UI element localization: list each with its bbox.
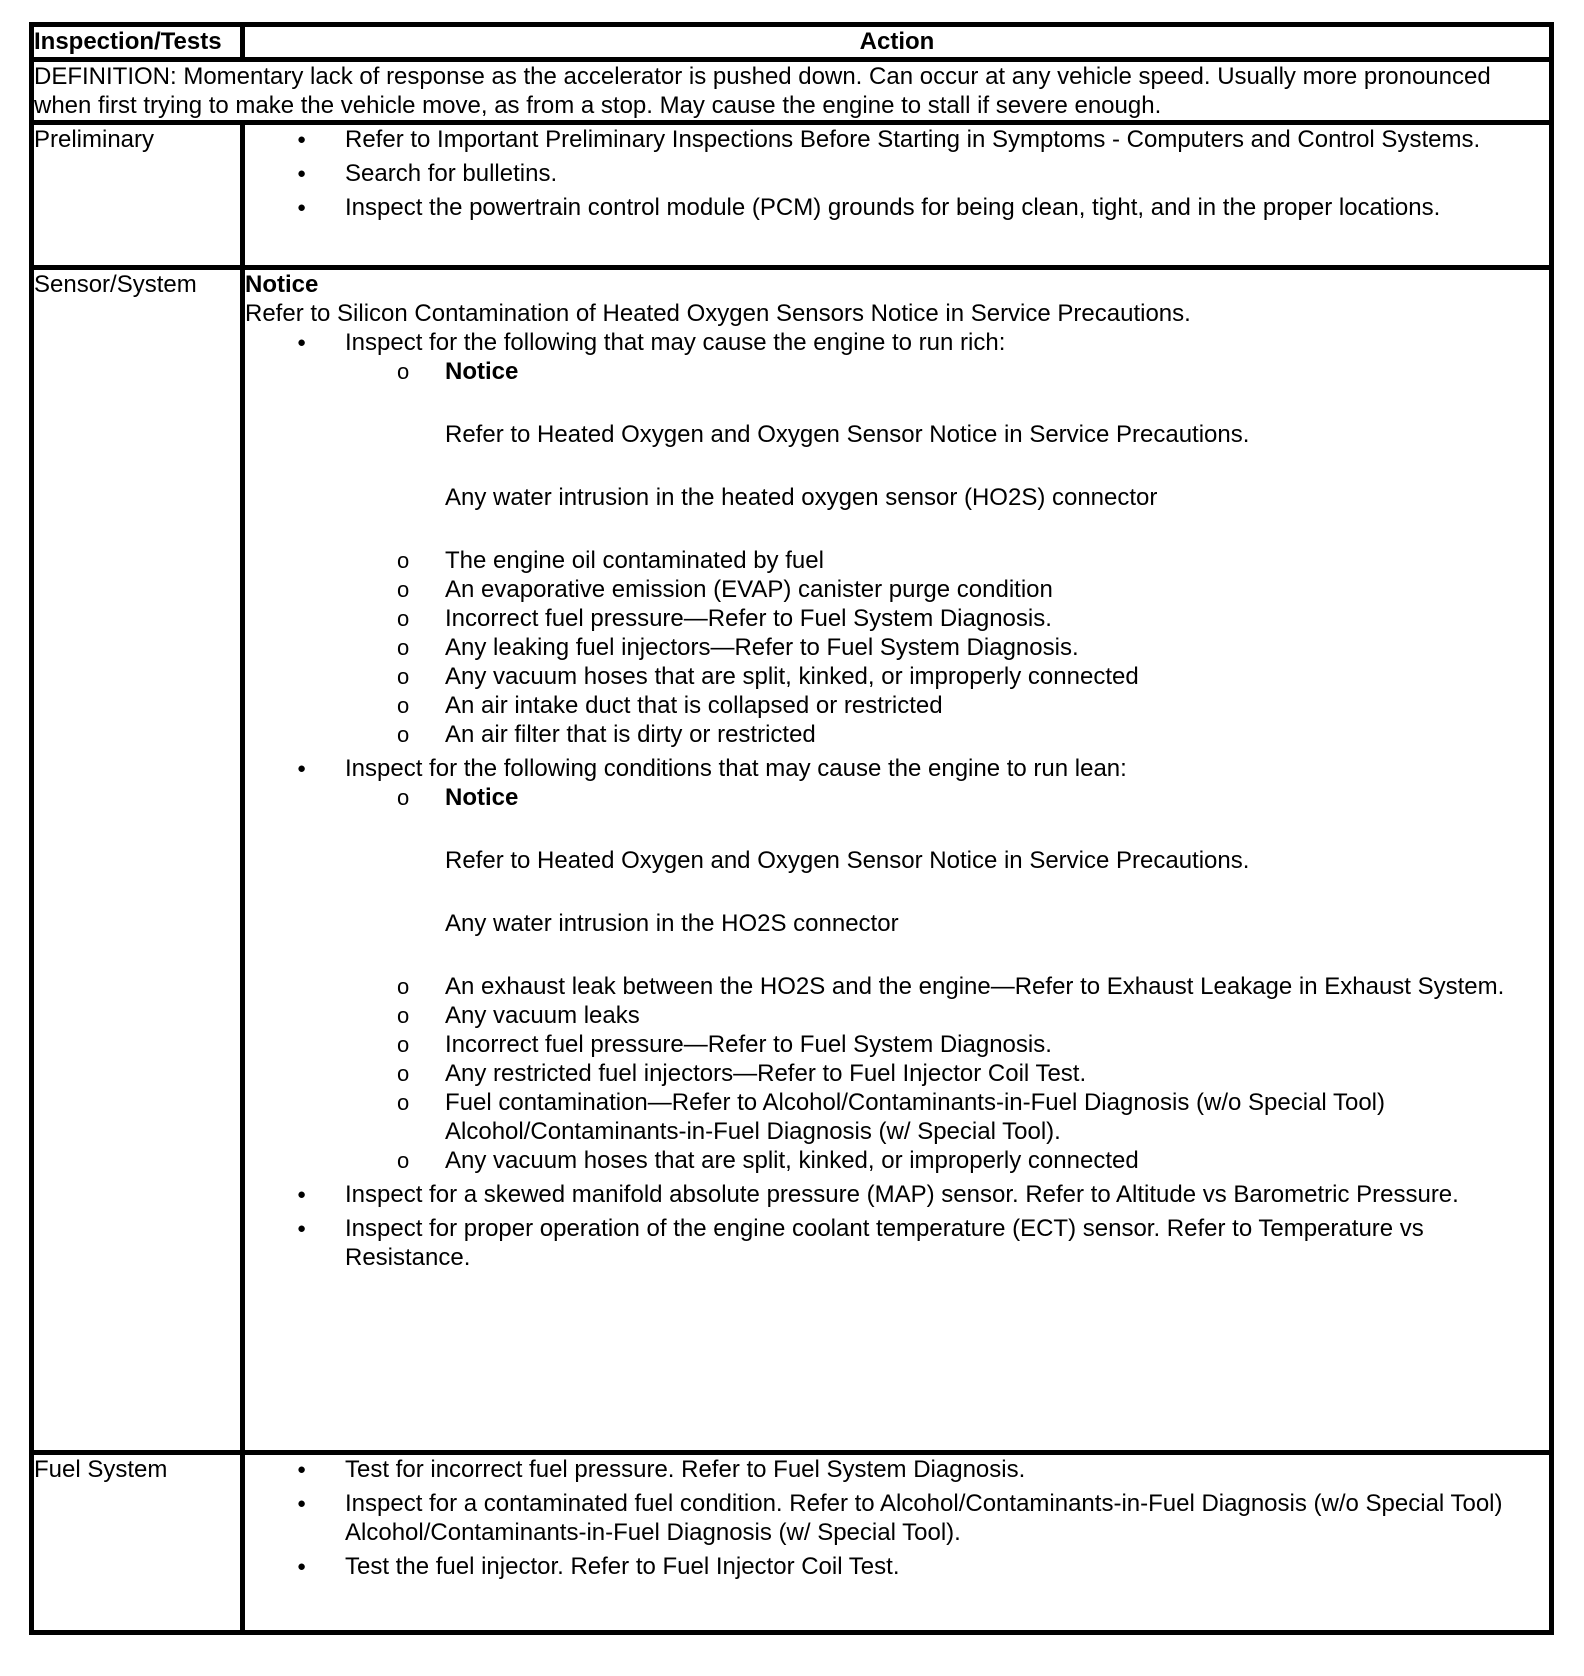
inspection-table <box>29 22 1554 1635</box>
sensor-system-label: Sensor/System <box>32 268 243 1453</box>
sublist-item: o An exhaust leak between the HO2S and the engine—Refer to Exhaust Leakage in Exhaust System. <box>245 972 1549 1001</box>
lean-intro: Inspect for the following conditions that may cause the engine to run lean: <box>345 755 1127 782</box>
header-row <box>32 25 1552 60</box>
list-item: ● Refer to Important Preliminary Inspections Before Starting in Symptoms - Computers and Control Systems. <box>245 125 1549 154</box>
sensor-system-row <box>32 268 1552 1453</box>
sublist-item: o An air intake duct that is collapsed or restricted <box>245 691 1549 720</box>
list-item: ● Inspect the powertrain control module (PCM) grounds for being clean, tight, and in the proper locations. <box>245 193 1549 222</box>
list-item: ● Inspect for a skewed manifold absolute pressure (MAP) sensor. Refer to Altitude vs Barometric Pressure. <box>245 1180 1549 1209</box>
list-item: ● Inspect for proper operation of the engine coolant temperature (ECT) sensor. Refer to Temperature vs Resistance. <box>245 1214 1549 1272</box>
list-item-rich <box>245 328 1549 749</box>
sensor-system-list <box>245 328 1549 1272</box>
rich-intro: Inspect for the following that may cause the engine to run rich: <box>345 329 1006 356</box>
sublist-item: o Any vacuum hoses that are split, kinked, or improperly connected <box>245 662 1549 691</box>
sublist-item-text: Any water intrusion in the heated oxygen sensor (HO2S) connector <box>445 484 1158 511</box>
notice-heading: o Notice <box>445 358 519 385</box>
lean-sublist <box>345 783 1549 1175</box>
sublist-item: o Any vacuum leaks <box>245 1001 1549 1030</box>
sensor-system-actions <box>243 268 1552 1453</box>
notice-text: Refer to Silicon Contamination of Heated Oxygen Sensors Notice in Service Precautions. <box>245 300 1191 327</box>
sublist-item: o Any vacuum hoses that are split, kinked, or improperly connected <box>245 1146 1549 1175</box>
header-action: Action <box>243 25 1552 60</box>
preliminary-list <box>245 125 1549 222</box>
preliminary-row <box>32 123 1552 268</box>
fuel-system-list <box>245 1455 1549 1581</box>
notice-heading: o Notice <box>445 784 519 811</box>
sublist-item: o The engine oil contaminated by fuel <box>245 546 1549 575</box>
list-item: ● Search for bulletins. <box>245 159 1549 188</box>
header-inspection-tests: Inspection/Tests <box>32 25 243 60</box>
sublist-item-notice <box>245 357 1549 546</box>
rich-sublist <box>345 357 1549 749</box>
preliminary-label: Preliminary <box>32 123 243 268</box>
notice-text: Refer to Heated Oxygen and Oxygen Sensor Notice in Service Precautions. <box>445 421 1250 448</box>
fuel-system-row <box>32 1453 1552 1633</box>
fuel-system-actions <box>243 1453 1552 1633</box>
list-item-lean <box>245 754 1549 1175</box>
sublist-item-text: Any water intrusion in the HO2S connector <box>445 910 899 937</box>
sublist-item: o Any leaking fuel injectors—Refer to Fuel System Diagnosis. <box>245 633 1549 662</box>
notice-heading: Notice <box>245 271 319 298</box>
definition-row <box>32 60 1552 123</box>
sublist-item: o Fuel contamination—Refer to Alcohol/Contaminants-in-Fuel Diagnosis (w/o Special Tool) Alcohol/Contaminants-in-Fuel Diagnosis (w/ Special Tool). <box>245 1088 1549 1146</box>
list-item: ● Test for incorrect fuel pressure. Refer to Fuel System Diagnosis. <box>245 1455 1549 1484</box>
sublist-item: o Incorrect fuel pressure—Refer to Fuel System Diagnosis. <box>245 1030 1549 1059</box>
preliminary-actions <box>243 123 1552 268</box>
list-item: ● Inspect for a contaminated fuel condition. Refer to Alcohol/Contaminants-in-Fuel Diagnosis (w/o Special Tool) Alcohol/Contaminants-in-Fuel Diagnosis (w/ Special Tool). <box>245 1489 1549 1547</box>
sublist-item: o Incorrect fuel pressure—Refer to Fuel System Diagnosis. <box>245 604 1549 633</box>
definition-text: DEFINITION: Momentary lack of response as the accelerator is pushed down. Can occur at any vehicle speed. Usually more pronounced when first trying to make the vehicle move, as from a stop. May cause the engine to stall if severe enough. <box>32 60 1552 123</box>
sublist-item: o An air filter that is dirty or restricted <box>245 720 1549 749</box>
list-item: ● Test the fuel injector. Refer to Fuel Injector Coil Test. <box>245 1552 1549 1581</box>
sublist-item: o An evaporative emission (EVAP) canister purge condition <box>245 575 1549 604</box>
sublist-item-notice <box>245 783 1549 972</box>
notice-text: Refer to Heated Oxygen and Oxygen Sensor Notice in Service Precautions. <box>445 847 1250 874</box>
fuel-system-label: Fuel System <box>32 1453 243 1633</box>
sublist-item: o Any restricted fuel injectors—Refer to Fuel Injector Coil Test. <box>245 1059 1549 1088</box>
